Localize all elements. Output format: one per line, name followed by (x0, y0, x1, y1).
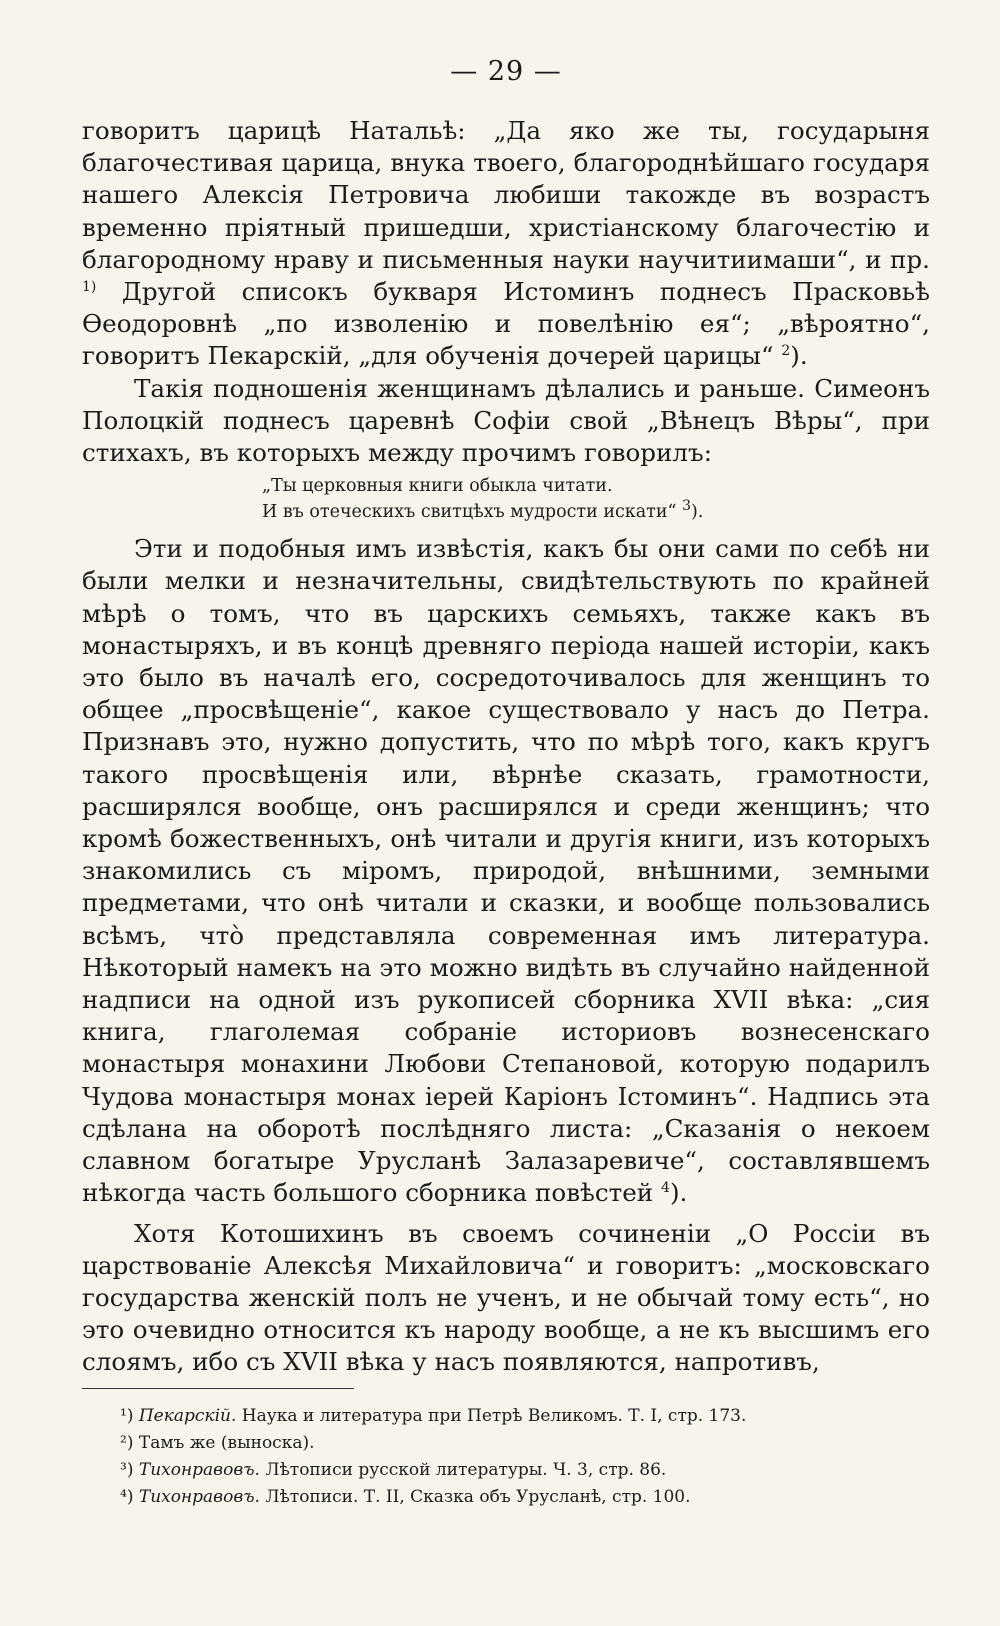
footnote-3: ³) Тихонравовъ. Лѣтописи русской литературы. Ч. 3, стр. 86. (120, 1459, 667, 1480)
verse-quote (262, 473, 930, 525)
paragraph-4-text: Хотя Котошихинъ въ своемъ сочиненіи „О Россіи въ царствованіе Алексѣя Михайловича“ и говоритъ: „московскаго государства женскій полъ не ученъ, и не обычай тому есть“, но это очевидно относится къ народу вообще, а не къ высшимъ его слоямъ, ибо съ XVII вѣка у насъ появляются, напротивъ, (82, 1218, 930, 1377)
paragraph-1-text: говоритъ царицѣ Натальѣ: „Да яко же ты, государыня благочестивая царица, внука твоего, благороднѣйшаго государя нашего Алексія Петровича любиши такожде въ возрастъ временно пріятный пришедши, христіанскому благочестію и благородному нраву и письменныя науки научитиимаши“, и пр. (82, 116, 930, 274)
paragraph-1: говоритъ царицѣ Натальѣ: „Да яко же ты, государыня благочестивая царица, внука твоего, благороднѣйшаго государя нашего Алексія Петровича любиши такожде въ возрастъ временно пріятный пришедши, христіанскому благочестію и благородному нраву и письменныя науки научитиимаши“, и пр. $^{1)}$ Другой списокъ букваря Истоминъ поднесъ Прасковьѣ Ѳеодоровнѣ „по изволенію и повелѣнію ея“; „вѣроятно“, говоритъ Пекарскій, „для обученія дочерей царицы“ $^2$). (82, 116, 930, 371)
footnote-4: ⁴) Тихонравовъ. Лѣтописи. Т. II, Сказка объ Урусланѣ, стр. 100. (120, 1486, 691, 1507)
paragraph-1b-text: Другой списокъ букваря Истоминъ поднесъ Прасковьѣ Ѳеодоровнѣ „по изволенію и повелѣнію ея“; „вѣроятно“, говоритъ Пекарскій, „для обученія дочерей царицы“ (82, 277, 930, 371)
footnote-ref-1: 1) (82, 278, 97, 295)
footnotes (82, 1403, 930, 1511)
footnote-ref-3: 3 (682, 498, 691, 515)
paragraph-3: Эти и подобныя имъ извѣстія, какъ бы они сами по себѣ ни были мелки и незначительны, свидѣтельствують по крайней мѣрѣ о томъ, что въ царскихъ семьяхъ, также какъ въ монастыряхъ, и въ концѣ древняго періода нашей исторіи, какъ это было въ началѣ его, сосредоточивалось для женщинъ то общее „просвѣщеніе“, какое существовало у насъ до Петра. Признавъ это, нужно допустить, что по мѣрѣ того, какъ кругъ такого просвѣщенія или, вѣрнѣе сказать, грамотности, расширялся вообще, онъ расширялся и среди женщинъ; что кромѣ божественныхъ, онѣ читали и другія книги, изъ которыхъ знакомились съ міромъ, природой, внѣшними, земными предметами, что онѣ читали и сказки, и вообще пользовались всѣмъ, что̀ представляла современная имъ литература. Нѣкоторый намекъ на это можно видѣть въ случайно найденной надписи на одной изъ рукописей сборника XVII вѣка: „сия книга, глаголемая собраніе историовъ вознесенскаго монастыря монахини Любови Степановой, которую подарилъ Чудова монастыря монах іерей Каріонъ Істоминъ“. Надпись эта сдѣлана на оборотѣ послѣдняго листа: „Сказанія о некоем славном богатыре Урусланѣ Залазаревиче“, составлявшемъ нѣкогда часть большого сборника повѣстей $^4$). (82, 534, 930, 1208)
footnote-ref-2: 2 (781, 343, 791, 360)
footnote-2: ²) Тамъ же (выноска). (120, 1432, 315, 1453)
paragraph-4 (82, 1218, 930, 1379)
page-number: — 29 — (450, 56, 562, 87)
verse-line-2: И въ отеческихъ свитцѣхъ мудрости искати“ $^3$). (262, 498, 704, 523)
paragraph-2-text: Такія подношенія женщинамъ дѣлались и раньше. Симеонъ Полоцкій поднесъ царевнѣ Софіи свой „Вѣнецъ Вѣры“, при стихахъ, въ которыхъ между прочимъ говорилъ: (82, 373, 930, 468)
paragraph-3-text: Эти и подобныя имъ извѣстія, какъ бы они сами по себѣ ни были мелки и незначительны, свидѣтельствують по крайней мѣрѣ о томъ, что въ царскихъ семьяхъ, также какъ въ монастыряхъ, и въ концѣ древняго періода нашей исторіи, какъ это было въ началѣ его, сосредоточивалось для женщинъ то общее „просвѣщеніе“, какое существовало у насъ до Петра. Признавъ это, нужно допустить, что по мѣрѣ того, какъ кругъ такого просвѣщенія или, вѣрнѣе сказать, грамотности, расширялся вообще, онъ расширялся и среди женщинъ; что кромѣ божественныхъ, онѣ читали и другія книги, изъ которыхъ знакомились съ міромъ, природой, внѣшними, земными предметами, что онѣ читали и сказки, и вообще пользовались всѣмъ, что̀ представляла современная имъ литература. Нѣкоторый намекъ на это можно видѣть въ случайно найденной надписи на одной изъ рукописей сборника XVII вѣка: „сия книга, глаголемая собраніе историовъ вознесенскаго монастыря монахини Любови Степановой, которую подарилъ Чудова монастыря монах іерей Каріонъ Істоминъ“. Надпись эта сдѣлана на оборотѣ послѣдняго листа: „Сказанія о некоем славном богатыре Урусланѣ Залазаревиче“, составлявшемъ нѣкогда часть большого сборника повѣстей (82, 534, 930, 1208)
footnote-1: ¹) Пекарскій. Наука и литература при Петрѣ Великомъ. Т. I, стр. 173. (120, 1405, 747, 1426)
paragraph-2 (82, 373, 930, 470)
footnote-ref-4: 4 (661, 1180, 670, 1197)
verse-line-1: „Ты церковныя книги обыкла читати. (262, 476, 613, 497)
footnote-separator (82, 1388, 354, 1389)
